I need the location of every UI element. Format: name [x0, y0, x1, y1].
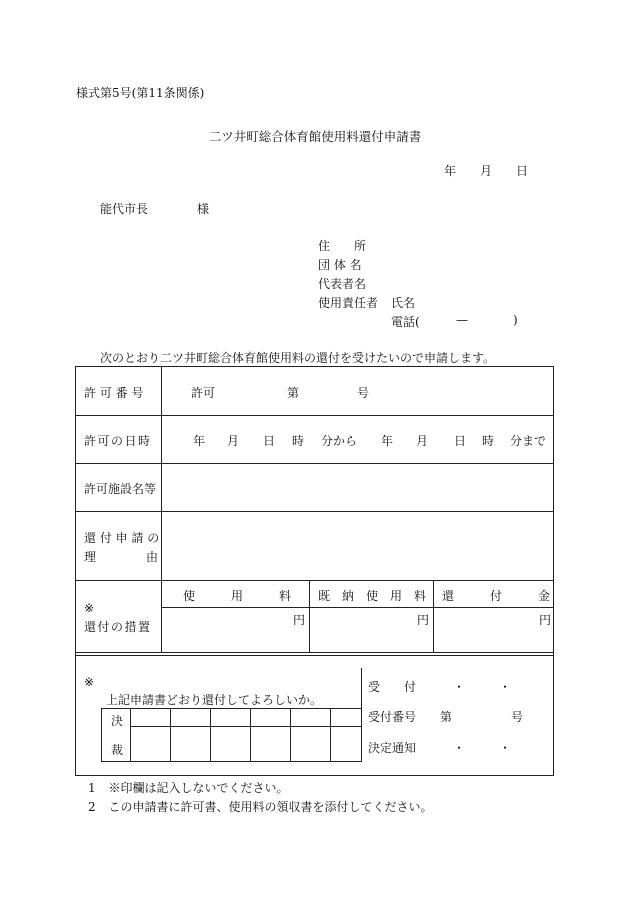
permit-go: 号	[357, 386, 370, 400]
to-minute: 分まで	[510, 434, 547, 448]
usage-fee-header: 使 用 料	[183, 589, 292, 603]
usage-fee-yen: 円	[293, 613, 306, 627]
from-minute: 分から	[321, 434, 358, 448]
from-year: 年	[193, 434, 206, 448]
reason-label-line2-a: 理	[84, 550, 97, 564]
representative-label: 代表者名	[318, 277, 367, 291]
addressee-name: 能代市長	[100, 202, 149, 216]
note-1-number: 1	[88, 781, 96, 795]
receipt-dot-2: ・	[499, 680, 512, 694]
to-month: 月	[416, 434, 429, 448]
reason-label-line1: 還 付 申 請 の	[84, 531, 160, 545]
responsible-person-label: 使用責任者	[318, 296, 379, 310]
decision-stamp-grid	[101, 708, 362, 762]
decision-label-bottom: 裁	[111, 743, 124, 757]
address-label: 住 所	[318, 239, 367, 253]
note-1	[88, 779, 288, 796]
decision-label-top: 決	[111, 714, 124, 728]
reason-label-line2-b: 由	[146, 550, 159, 564]
permit-datetime-label: 許可の日時	[84, 434, 152, 448]
decision-notice-label: 決定通知	[368, 741, 417, 755]
approval-statement: 上記申請書どおり還付してよろしいか。	[106, 693, 323, 707]
note-2-number: 2	[88, 800, 96, 814]
date-month: 月	[480, 164, 493, 178]
intro-text: 次のとおり二ツ井町総合体育館使用料の還付を受けたいので申請します。	[100, 351, 496, 365]
permit-dai: 第	[287, 386, 300, 400]
notice-dot-1: ・	[453, 741, 466, 755]
document-title: 二ツ井町総合体育館使用料還付申請書	[208, 129, 422, 144]
addressee-honorific: 様	[197, 202, 210, 216]
note-2-text: この申請書に許可書、使用料の領収書を添付してください。	[108, 800, 433, 814]
phone-close: )	[513, 313, 518, 327]
note-1-text: ※印欄は記入しないでください。	[108, 781, 289, 795]
paid-fee-yen: 円	[417, 613, 430, 627]
receipt-go: 号	[511, 710, 524, 724]
note-2	[88, 798, 432, 815]
measures-mark: ※	[84, 601, 95, 615]
to-year: 年	[381, 434, 394, 448]
facility-label: 許可施設名等	[84, 482, 157, 496]
paid-fee-header: 既 納 使 用 料	[318, 589, 427, 603]
approval-mark: ※	[84, 675, 95, 689]
refund-yen: 円	[539, 613, 552, 627]
measures-label: 還付の措置	[84, 620, 152, 634]
application-table	[75, 366, 554, 653]
permit-number-label: 許 可 番 号	[84, 386, 144, 400]
date-year: 年	[444, 164, 457, 178]
from-month: 月	[227, 434, 240, 448]
receipt-label: 受 付	[368, 680, 417, 694]
receipt-dai: 第	[440, 710, 453, 724]
notice-dot-2: ・	[499, 741, 512, 755]
from-day: 日	[263, 434, 276, 448]
receipt-number-label: 受付番号	[368, 710, 417, 724]
to-day: 日	[454, 434, 467, 448]
date-day: 日	[516, 164, 529, 178]
receipt-dot-1: ・	[453, 680, 466, 694]
to-hour: 時	[482, 434, 495, 448]
name-label: 氏名	[391, 296, 416, 310]
form-number: 様式第5号(第11条関係)	[76, 86, 205, 100]
phone-label: 電話(	[391, 315, 420, 329]
refund-header: 還 付 金	[442, 589, 551, 603]
from-hour: 時	[292, 434, 305, 448]
approval-section	[75, 653, 554, 776]
group-name-label: 団 体 名	[318, 258, 362, 272]
phone-dash: —	[456, 313, 468, 327]
permit-prefix: 許可	[191, 386, 216, 400]
